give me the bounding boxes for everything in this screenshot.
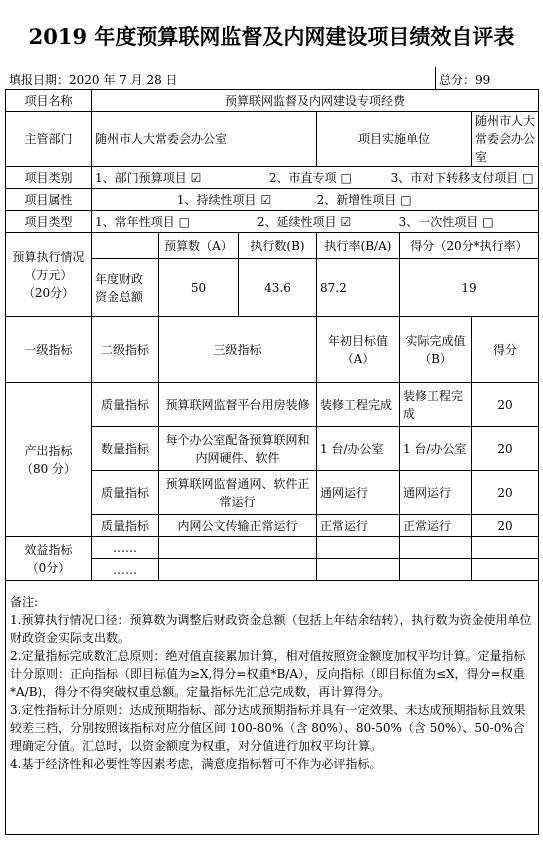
checkbox-checked-icon: ☑: [340, 214, 352, 229]
note-4: 4.基于经济性和必要性等因素考虑，满意度指标暂可不作为必评指标。: [10, 757, 382, 771]
head-level3: 三级指标: [159, 317, 317, 383]
checkbox-empty-icon: □: [482, 214, 494, 229]
head-target: 年初目标值 （A）: [317, 317, 400, 383]
row-project-name: [6, 90, 539, 112]
output-indicator-label: 产出指标 （80 分）: [6, 383, 92, 537]
notes-heading: 备注:: [10, 595, 39, 609]
budget-head-exec: 执行数(B): [239, 233, 317, 259]
indicator-actual: 通网运行: [400, 471, 472, 515]
indicator-level3: 预算联网监督通网、软件正常运行: [159, 471, 317, 515]
checkbox-checked-icon: ☑: [190, 170, 202, 185]
budget-row-label: 年度财政 资金总额: [92, 259, 159, 317]
indicator-level3: 预算联网监督平台用房装修: [159, 383, 317, 427]
divider: [435, 67, 436, 89]
row-category: [6, 167, 539, 189]
type-option-1[interactable]: 1、常年性项目 □: [95, 214, 190, 229]
fill-date-label: 填报日期：: [9, 73, 70, 87]
checkbox-empty-icon: □: [178, 214, 190, 229]
checkbox-checked-icon: ☑: [260, 192, 272, 207]
indicator-level2: 数量指标: [92, 427, 159, 471]
note-2: 2.定量指标完成数汇总原则：绝对值直接累加计算，相对值按照资金额度加权平均计算。定量指标计分原则：正向指标（即目标值为≥X,得分=权重*B/A），反向指标（即目标值为≤X，得分=权重*A/B)，得分不得突破权重总额。定量指标先汇总完成数，再计算得分。: [10, 649, 526, 699]
form-title: 2019 年度预算联网监督及内网建设项目绩效自评表: [28, 24, 515, 49]
head-actual: 实际完成值 （B）: [400, 317, 472, 383]
indicator-target: 1 台/办公室: [317, 427, 400, 471]
project-name-label: 项目名称: [6, 90, 92, 112]
total-score-label: 总分：: [439, 73, 476, 87]
budget-head-budget: 预算数（A）: [159, 233, 239, 259]
indicator-target: 通网运行: [317, 471, 400, 515]
form-header-bar: [5, 67, 538, 89]
dept-label: 主管部门: [6, 112, 92, 167]
indicator-actual: 正常运行: [400, 515, 472, 537]
rate-value: 87.2: [317, 259, 400, 317]
row-type: [6, 211, 539, 233]
total-score: [439, 71, 490, 88]
indicator-level3: 每个办公室配备预算联网和内网硬件、软件: [159, 427, 317, 471]
type-option-2[interactable]: 2、延续性项目 ☑: [256, 214, 352, 229]
evaluation-form: [5, 5, 538, 839]
indicator-level2: 质量指标: [92, 383, 159, 427]
row-budget-head: [6, 233, 539, 259]
impl-label: 项目实施单位: [317, 112, 472, 167]
impl-value: 随州市人大常委会办公室: [472, 112, 539, 167]
fill-date: [9, 71, 178, 88]
head-level1: 一级指标: [6, 317, 92, 383]
row-attribute: [6, 189, 539, 211]
indicator-actual: 装修工程完成: [400, 383, 472, 427]
head-score: 得分: [472, 317, 539, 383]
indicator-actual: 1 台/办公室: [400, 427, 472, 471]
indicator-level3: 内网公文传输正常运行: [159, 515, 317, 537]
fill-date-value: 2020 年 7 月 28 日: [69, 73, 178, 87]
note-3: 3.定性指标计分原则：达成预期指标、部分达成预期指标并具有一定效果、未达成预期指标且效果较差三档，分别按照该指标对应分值区间 100-80%（含 80%）、80-50%（含 50%）、50-0%合理确定分值。汇总时，以资金额度为权重，对分值进行加权平均计算。: [10, 703, 526, 753]
benefit-placeholder: ……: [92, 559, 159, 581]
category-option-3[interactable]: 3、市对下转移支付项目 □: [390, 170, 534, 185]
category-option-2[interactable]: 2、市直专项 □: [268, 170, 352, 185]
attr-option-2[interactable]: 2、新增性项目 □: [316, 192, 412, 207]
indicator-level2: 质量指标: [92, 515, 159, 537]
budget-score-value: 19: [400, 259, 539, 317]
indicator-score: 20: [472, 471, 539, 515]
row-indicator-head: [6, 317, 539, 383]
head-level2: 二级指标: [92, 317, 159, 383]
project-name: 预算联网监督及内网建设专项经费: [92, 90, 539, 112]
budget-head-rate: 执行率(B/A): [317, 233, 400, 259]
type-options: [92, 211, 539, 233]
indicator-target: 装修工程完成: [317, 383, 400, 427]
checkbox-empty-icon: □: [522, 170, 534, 185]
indicator-level2: 质量指标: [92, 471, 159, 515]
checkbox-empty-icon: □: [340, 170, 352, 185]
checkbox-empty-icon: □: [400, 192, 412, 207]
attr-label: 项目属性: [6, 189, 92, 211]
indicator-score: 20: [472, 515, 539, 537]
attr-options: [92, 189, 539, 211]
exec-value: 43.6: [239, 259, 317, 317]
notes: [6, 581, 539, 835]
budget-head-score: 得分（20分*执行率）: [400, 233, 539, 259]
dept-value: 随州市人大常委会办公室: [92, 112, 317, 167]
indicator-target: 正常运行: [317, 515, 400, 537]
budget-value: 50: [159, 259, 239, 317]
total-score-value: 99: [475, 73, 491, 87]
benefit-placeholder: ……: [92, 537, 159, 559]
indicator-score: 20: [472, 427, 539, 471]
attr-option-1[interactable]: 1、持续性项目 ☑: [176, 192, 272, 207]
indicator-row: [6, 383, 539, 427]
notes-row: [6, 581, 539, 835]
evaluation-table: [5, 89, 539, 835]
category-option-1[interactable]: 1、部门预算项目 ☑: [95, 170, 202, 185]
budget-section-label: 预算执行情况 （万元） （20分）: [6, 233, 92, 317]
row-department: [6, 112, 539, 167]
note-1: 1.预算执行情况口径：预算数为调整后财政资金总额（包括上年结余结转），执行数为资金使用单位财政资金实际支出数。: [10, 613, 532, 645]
category-options: [92, 167, 539, 189]
benefit-indicator-label: 效益指标 （0分）: [6, 537, 92, 581]
category-label: 项目类别: [6, 167, 92, 189]
benefit-row: [6, 537, 539, 559]
type-label: 项目类型: [6, 211, 92, 233]
type-option-3[interactable]: 3、一次性项目 □: [398, 214, 494, 229]
indicator-score: 20: [472, 383, 539, 427]
